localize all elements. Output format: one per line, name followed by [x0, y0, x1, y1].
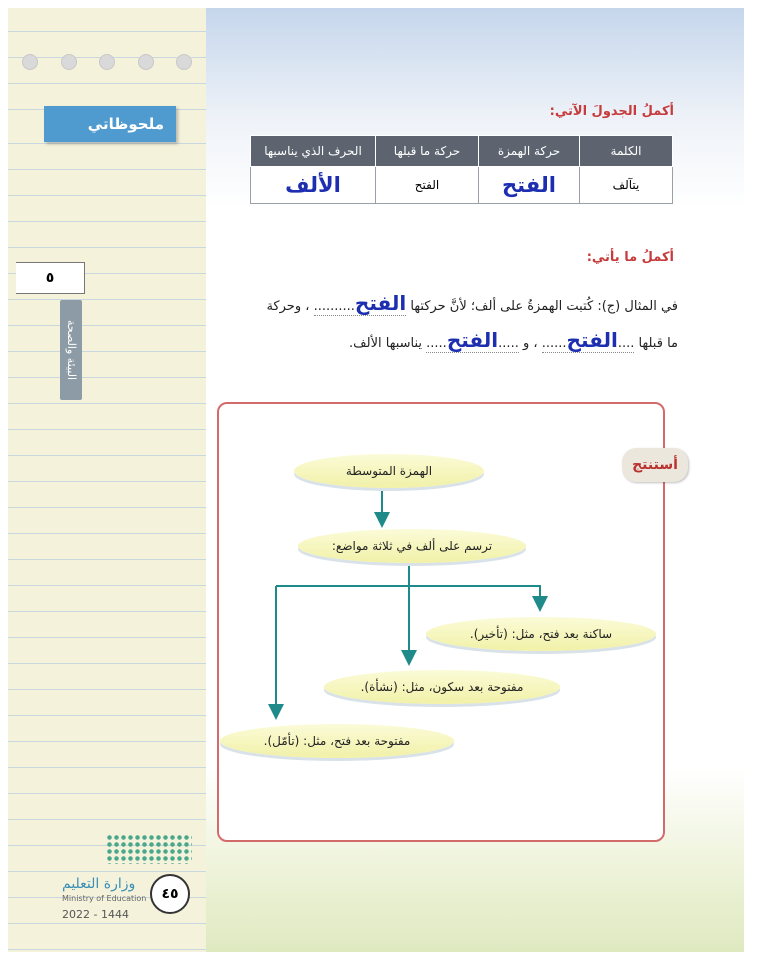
binder-hole [176, 54, 192, 70]
binder-hole [61, 54, 77, 70]
ministry-name-ar: وزارة التعليم [62, 876, 136, 892]
flow-arrows [206, 8, 744, 952]
table-header: الحرف الذي يناسبها [251, 136, 376, 167]
handwritten-answer: الألف [285, 173, 341, 197]
exercise2-title: أكملُ ما يأتي: [586, 250, 674, 265]
notes-label: ملحوظاتي [44, 106, 176, 142]
page-number: ٤٥ [150, 874, 190, 914]
edition-year: 2022 - 1444 [62, 908, 129, 921]
text-segment: في المثال (ج): كُتبت الهمزةُ على ألف؛ لأنَّ حركتها [410, 299, 678, 314]
table-cell-prev: الفتح [376, 167, 479, 204]
binder-hole [22, 54, 38, 70]
flow-node-case3: مفتوحة بعد فتح، مثل: (تأمّل). [220, 724, 454, 758]
table-cell-word: يتآلف [580, 167, 673, 204]
flow-node-rule: ترسم على ألف في ثلاثة مواضع: [298, 529, 526, 563]
ministry-emblem-icon [106, 834, 192, 864]
flow-node-hamza: الهمزة المتوسطة [294, 454, 484, 488]
ministry-name-en: Ministry of Education [62, 894, 147, 903]
ministry-logo [58, 834, 198, 924]
unit-number: ٥ [16, 262, 85, 294]
handwritten-answer: الفتح [354, 291, 407, 315]
notes-sidebar [8, 8, 207, 952]
infer-label: أستنتج [622, 448, 688, 482]
text-segment: ، و [522, 336, 538, 351]
text-segment: ما قبلها [638, 336, 678, 351]
flow-node-case1: ساكنة بعد فتح، مثل: (تأخير). [426, 617, 656, 651]
handwritten-answer: الفتح [446, 328, 499, 352]
text-segment: يناسبها الألف. [349, 336, 423, 351]
lesson-content [206, 8, 744, 952]
handwritten-answer: الفتح [566, 328, 618, 352]
table-header: حركة ما قبلها [376, 136, 479, 167]
unit-title: البيئة والصحة [60, 300, 82, 400]
handwritten-answer: الفتح [502, 173, 556, 197]
table-header: الكلمة [580, 136, 673, 167]
flow-node-case2: مفتوحة بعد سكون، مثل: (نشأة). [324, 670, 560, 704]
binder-hole [99, 54, 115, 70]
text-segment: ، وحركة [266, 299, 310, 314]
answer-blank[interactable]: .....الفتح..... [426, 328, 519, 352]
binder-hole [138, 54, 154, 70]
table-header: حركة الهمزة [479, 136, 580, 167]
answer-blank[interactable]: الفتح.......... [313, 291, 407, 315]
exercise1-title: أكملُ الجدولَ الآتي: [549, 104, 674, 119]
binder-holes [22, 54, 192, 70]
answer-blank[interactable]: ....الفتح...... [541, 328, 635, 352]
